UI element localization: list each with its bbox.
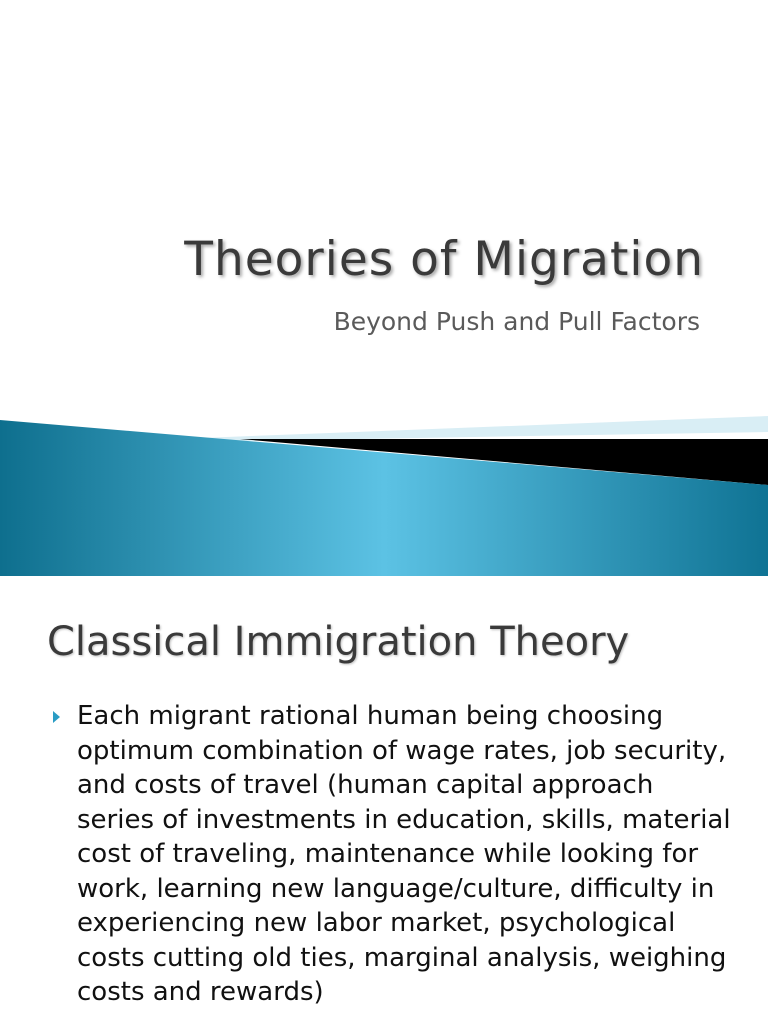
bullet-list [53,699,733,1010]
bullet-text: Each migrant rational human being choosing optimum combination of wage rates, job security, and costs of travel (human capital approach series of investments in education, skills, material cost of traveling, maintenance while looking for work, learning new language/culture, difficulty in experiencing new labor market, psychological costs cutting old ties, marginal analysis, weighing costs and rewards) [77,701,731,1007]
triangle-bullet-icon [53,711,60,723]
content-slide [0,583,768,1024]
slide-title: Theories of Migration [184,232,704,287]
slide-title: Classical Immigration Theory [47,619,630,665]
bullet-item [53,699,733,1010]
decorative-band [0,410,768,576]
slide-subtitle: Beyond Push and Pull Factors [333,307,700,336]
